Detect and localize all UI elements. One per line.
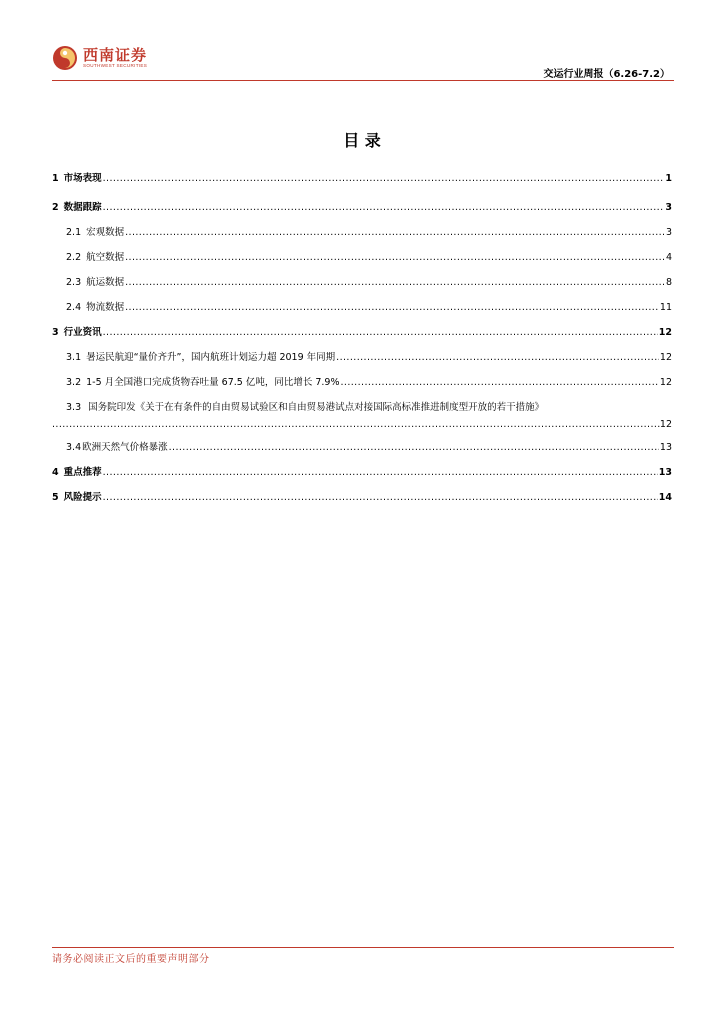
toc-entry-1[interactable] bbox=[52, 170, 672, 184]
toc-entry-number: 1 bbox=[52, 173, 59, 184]
toc-leader bbox=[125, 277, 665, 288]
toc-entry-number: 3 bbox=[52, 327, 59, 338]
toc-entry-page: 11 bbox=[659, 302, 672, 313]
toc-leader bbox=[125, 252, 665, 263]
toc-entry-title: 1-5 月全国港口完成货物吞吐量 67.5 亿吨，同比增长 7.9% bbox=[86, 377, 340, 388]
toc-entry-page: 13 bbox=[659, 442, 672, 453]
logo-chinese-name: 西南证券 bbox=[83, 46, 148, 64]
toc-entry-number: 2 bbox=[52, 202, 59, 213]
toc-entry-page: 13 bbox=[658, 467, 672, 478]
toc-entry-title: 数据跟踪 bbox=[63, 202, 102, 213]
toc-entry-number: 3.2 bbox=[66, 377, 82, 388]
toc-entry-title: 市场表现 bbox=[63, 173, 102, 184]
toc-leader bbox=[125, 302, 659, 313]
toc-entry-page: 3 bbox=[665, 202, 672, 213]
toc-entry-number: 2.3 bbox=[66, 277, 82, 288]
toc-entry-page: 8 bbox=[665, 277, 672, 288]
toc-entry-number: 3.3 bbox=[66, 402, 82, 413]
toc-entry-page: 12 bbox=[659, 377, 672, 388]
toc-entry-number: 2.2 bbox=[66, 252, 82, 263]
toc-entry-title: 风险提示 bbox=[63, 492, 102, 503]
toc-entry-title: 物流数据 bbox=[86, 302, 125, 313]
table-of-contents bbox=[52, 170, 672, 503]
logo-emblem-icon bbox=[52, 45, 78, 71]
toc-entry-2-3[interactable] bbox=[52, 274, 672, 288]
toc-entry-2[interactable] bbox=[52, 199, 672, 213]
toc-leader bbox=[103, 327, 658, 338]
toc-leader bbox=[103, 173, 665, 184]
disclaimer-note: 请务必阅读正文后的重要声明部分 bbox=[52, 954, 210, 965]
toc-heading: 目 录 bbox=[343, 131, 381, 150]
footer-divider bbox=[52, 947, 674, 948]
report-title: 交运行业周报（6.26-7.2） bbox=[543, 69, 670, 80]
toc-entry-page: 12 bbox=[658, 327, 672, 338]
toc-entry-2-1[interactable] bbox=[52, 224, 672, 238]
toc-entry-title: 重点推荐 bbox=[63, 467, 102, 478]
toc-entry-page: 12 bbox=[659, 419, 672, 430]
logo-english-name: SOUTHWEST SECURITIES bbox=[83, 63, 148, 68]
toc-entry-3[interactable] bbox=[52, 324, 672, 338]
toc-leader bbox=[341, 377, 659, 388]
toc-leader bbox=[103, 202, 665, 213]
toc-entry-3-2[interactable] bbox=[52, 374, 672, 388]
header-divider bbox=[52, 80, 674, 81]
toc-entry-title: 暑运民航迎“量价齐升”，国内航班计划运力超 2019 年同期 bbox=[86, 352, 336, 363]
toc-leader bbox=[103, 467, 658, 478]
toc-entry-number: 3.1 bbox=[66, 352, 82, 363]
toc-entry-title: 航空数据 bbox=[86, 252, 125, 263]
toc-entry-title: 航运数据 bbox=[86, 277, 125, 288]
toc-entry-4[interactable] bbox=[52, 464, 672, 478]
toc-entry-3-3[interactable] bbox=[52, 399, 672, 430]
toc-leader bbox=[125, 227, 665, 238]
toc-entry-3-1[interactable] bbox=[52, 349, 672, 363]
toc-entry-number: 2.4 bbox=[66, 302, 82, 313]
toc-leader bbox=[103, 492, 658, 503]
toc-entry-title: 国务院印发《关于在有条件的自由贸易试验区和自由贸易港试点对接国际高标准推进制度型开放的若干措施》 bbox=[88, 402, 545, 413]
toc-entry-number: 5 bbox=[52, 492, 59, 503]
company-logo bbox=[52, 38, 147, 78]
toc-entry-page: 12 bbox=[659, 352, 672, 363]
toc-entry-2-2[interactable] bbox=[52, 249, 672, 263]
toc-entry-title: 宏观数据 bbox=[86, 227, 125, 238]
toc-leader bbox=[52, 419, 660, 430]
toc-entry-page: 3 bbox=[665, 227, 672, 238]
toc-leader bbox=[169, 442, 659, 453]
toc-entry-number: 3.4 bbox=[66, 442, 82, 453]
toc-entry-page: 4 bbox=[665, 252, 672, 263]
toc-entry-title: 欧洲天然气价格暴涨 bbox=[82, 442, 168, 453]
toc-entry-3-4[interactable] bbox=[52, 439, 672, 453]
toc-leader bbox=[336, 352, 659, 363]
toc-entry-title: 行业资讯 bbox=[63, 327, 102, 338]
toc-entry-5[interactable] bbox=[52, 489, 672, 503]
toc-entry-page: 14 bbox=[658, 492, 672, 503]
toc-entry-number: 4 bbox=[52, 467, 59, 478]
toc-entry-number: 2.1 bbox=[66, 227, 82, 238]
toc-entry-page: 1 bbox=[665, 173, 672, 184]
toc-entry-2-4[interactable] bbox=[52, 299, 672, 313]
page-header bbox=[52, 38, 674, 80]
